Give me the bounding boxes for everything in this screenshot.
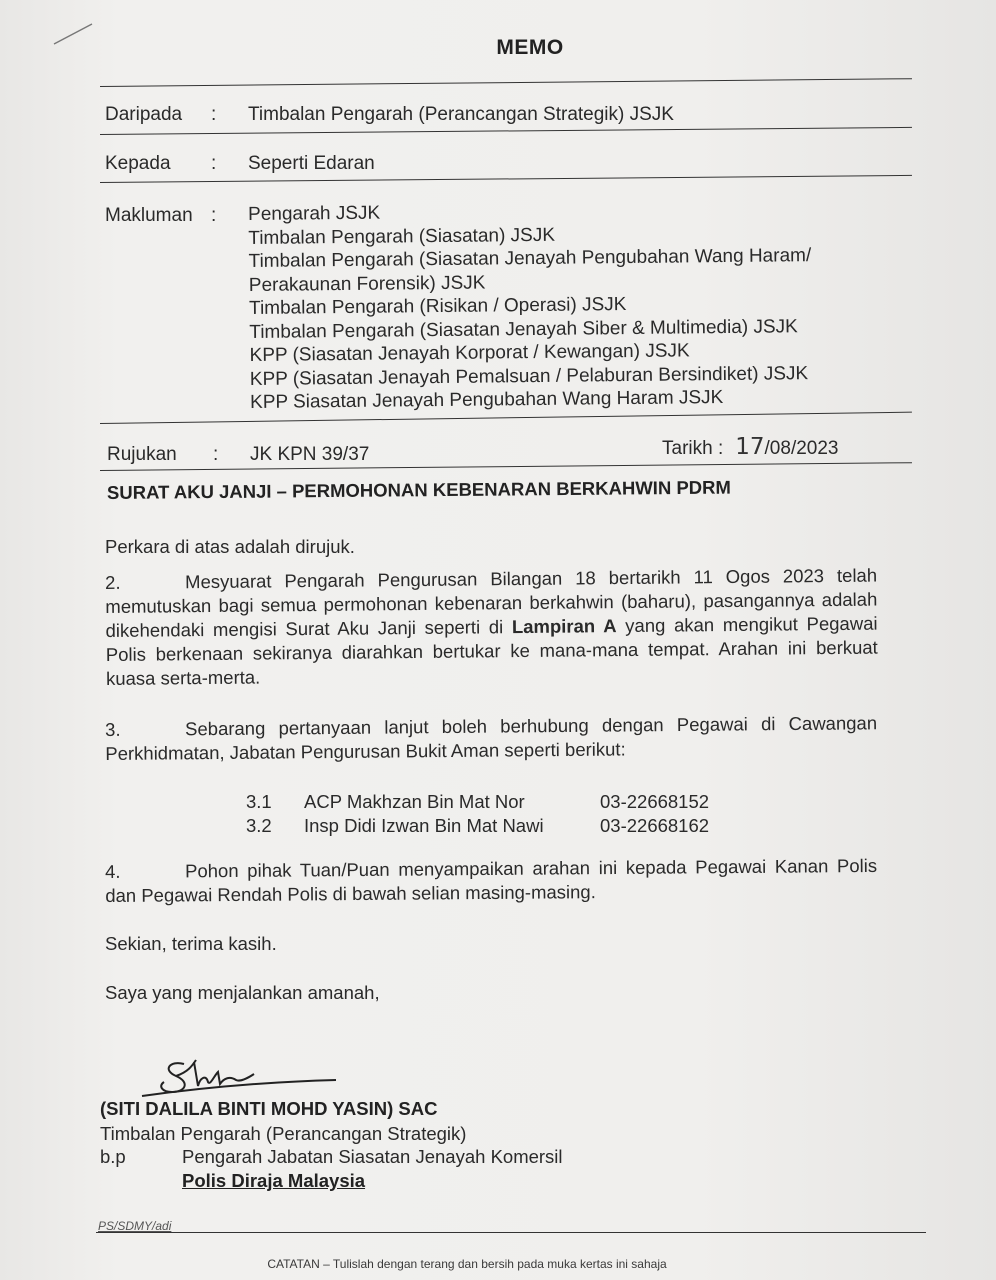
divider-cc	[100, 412, 912, 424]
subject-heading: SURAT AKU JANJI – PERMOHONAN KEBENARAN BERKAHWIN PDRM	[106, 476, 731, 503]
paragraph-3-text: Sebarang pertanyaan lanjut boleh berhubung dengan Pegawai di Cawangan Perkhidmatan, Jabatan Pengurusan Bukit Aman seperti berikut:	[105, 712, 878, 764]
cc-item: KPP (Siasatan Jenayah Pemalsuan / Pelaburan Bersindiket) JSJK	[249, 362, 809, 390]
to-value: Seperti Edaran	[248, 153, 375, 174]
cc-colon: :	[211, 205, 217, 226]
ref-label: Rujukan	[107, 444, 177, 465]
signatory-position: Timbalan Pengarah (Perancangan Strategik)	[100, 1123, 467, 1144]
cc-item: KPP (Siasatan Jenayah Korporat / Kewangan) JSJK	[249, 340, 690, 366]
from-label: Daripada	[105, 104, 183, 125]
footer-note: CATATAN – Tulislah dengan terang dan bersih pada muka kertas ini sahaja	[267, 1257, 667, 1271]
divider-from	[100, 127, 912, 135]
cc-label: Makluman	[105, 205, 193, 226]
closing-line-2: Saya yang menjalankan amanah,	[105, 982, 380, 1003]
contact-phone: 03-22668152	[600, 791, 710, 812]
cc-item: Timbalan Pengarah (Siasatan) JSJK	[248, 224, 556, 249]
typist-reference: PS/SDMY/adi	[98, 1219, 172, 1233]
on-behalf-line	[100, 1146, 563, 1168]
to-colon: :	[211, 153, 217, 174]
contact-name: ACP Makhzan Bin Mat Nor	[304, 791, 525, 812]
ref-value: JK KPN 39/37	[250, 444, 370, 465]
ref-field	[107, 444, 507, 468]
paragraph-4-text: Pohon pihak Tuan/Puan menyampaikan arahan ini kepada Pegawai Kanan Polis dan Pegawai Rendah Polis di bawah selian masing-masing.	[105, 854, 878, 906]
date-handwritten-day: 17	[735, 434, 765, 460]
cc-item: Timbalan Pengarah (Siasatan Jenayah Siber & Multimedia) JSJK	[249, 315, 798, 343]
closing-line: Sekian, terima kasih.	[105, 933, 277, 954]
cc-item: Timbalan Pengarah (Risikan / Operasi) JSJK	[248, 294, 627, 319]
from-colon: :	[211, 104, 217, 125]
to-field	[105, 153, 885, 177]
contact-name: Insp Didi Izwan Bin Mat Nawi	[304, 815, 544, 836]
attachment-reference: Lampiran A	[511, 615, 617, 638]
contact-number: 3.2	[246, 815, 272, 836]
organisation-name: Polis Diraja Malaysia	[182, 1170, 366, 1191]
cc-list	[248, 197, 813, 414]
ref-colon: :	[213, 444, 219, 465]
from-field	[105, 104, 885, 128]
date-label: Tarikh :	[662, 438, 724, 459]
divider-top	[100, 78, 912, 87]
cc-item: Timbalan Pengarah (Siasatan Jenayah Pengubahan Wang Haram/	[248, 245, 812, 272]
memo-title: MEMO	[496, 36, 564, 59]
paragraph-number: 2.	[105, 571, 121, 593]
paragraph-1: Perkara di atas adalah dirujuk.	[105, 536, 355, 557]
cc-item: Pengarah JSJK	[248, 202, 381, 225]
to-label: Kepada	[105, 153, 171, 174]
date-field	[662, 434, 839, 460]
contact-phone: 03-22668162	[600, 815, 710, 836]
paragraph-number: 3.	[105, 718, 121, 740]
from-value: Timbalan Pengarah (Perancangan Strategik) JSJK	[248, 104, 674, 125]
contact-number: 3.1	[246, 791, 272, 812]
date-value: /08/2023	[764, 438, 839, 459]
paragraph-2	[105, 564, 878, 691]
paragraph-number: 4.	[105, 860, 121, 882]
paragraph-2-text-b: yang akan mengikut Pegawai Polis berkenaan sekiranya diarahkan bertukar ke mana-mana tempat. Arahan ini berkuat kuasa serta-merta.	[105, 612, 878, 689]
paragraph-3	[105, 711, 877, 766]
cc-item: Perakaunan Forensik) JSJK	[248, 272, 486, 296]
bp-value: Pengarah Jabatan Siasatan Jenayah Komersil	[182, 1146, 563, 1167]
cc-item: KPP Siasatan Jenayah Pengubahan Wang Haram JSJK	[249, 387, 724, 413]
signatory-name: (SITI DALILA BINTI MOHD YASIN) SAC	[100, 1098, 438, 1119]
divider-footer	[96, 1232, 926, 1233]
cc-field	[105, 205, 245, 229]
bp-label: b.p	[100, 1146, 126, 1167]
paragraph-4	[105, 854, 877, 908]
paragraph-2-text-a: Mesyuarat Pengarah Pengurusan Bilangan 18 bertarikh 11 Ogos 2023 telah memutuskan bagi semua permohonan kebenaran berkahwin (baharu), pasangannya adalah dikehendaki mengisi Surat Aku Janji seperti di	[105, 564, 878, 641]
